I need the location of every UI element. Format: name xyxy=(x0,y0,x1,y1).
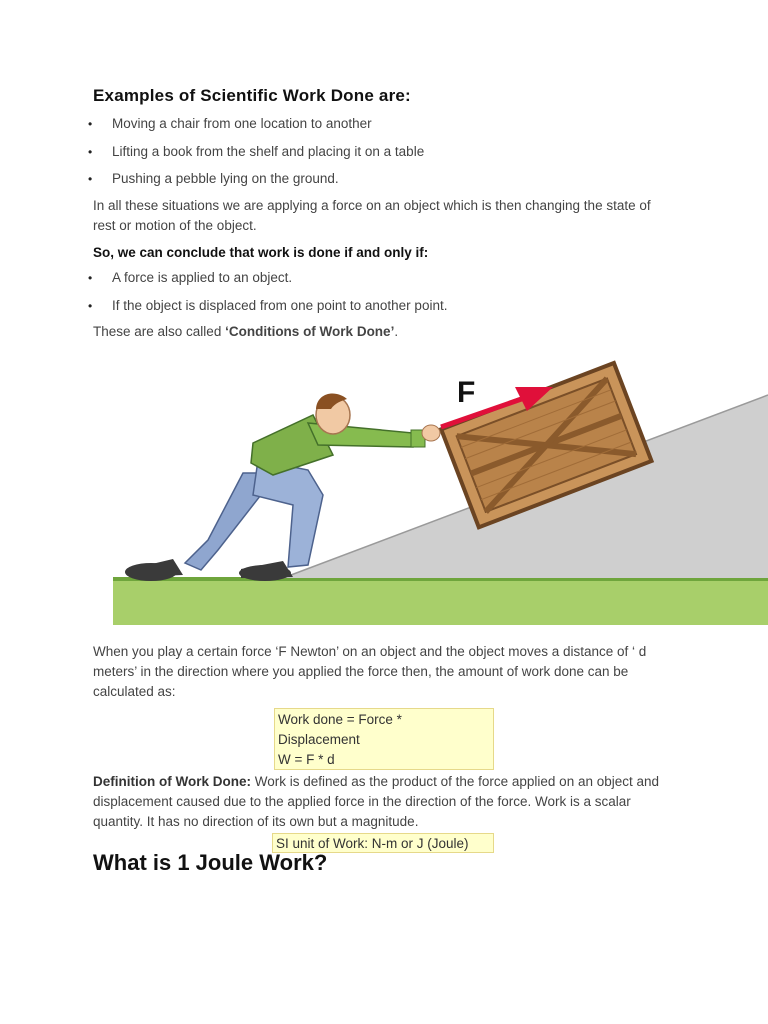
conditions-note-bold: ‘Conditions of Work Done’ xyxy=(225,324,395,339)
force-paragraph: When you play a certain force ‘F Newton’ on an object and the object moves a distance of ‘ d meters’ in the direction where you applied the force then, the amount of work done can be calculated as: xyxy=(93,644,647,699)
definition-label: Definition of Work Done: xyxy=(93,774,251,789)
definition-text: Work is defined as the product of the force applied on an object and displacement caused due to the applied force in the direction of the force. Work is a scalar quantity. It has no direction of its own but a magnitude. xyxy=(93,774,660,829)
formula-line: Displacement xyxy=(278,732,360,747)
list-item: • Lifting a book from the shelf and placing it on a table xyxy=(88,143,424,171)
conditions-list xyxy=(88,269,447,324)
list-item: • A force is applied to an object. xyxy=(88,269,447,297)
formula-line: W = F * d xyxy=(278,752,335,767)
force-label: F xyxy=(457,376,476,409)
examples-list xyxy=(88,115,424,198)
ground xyxy=(113,577,768,625)
conditions-note-prefix: These are also called xyxy=(93,324,226,339)
formula-line: Work done = Force * xyxy=(278,712,402,727)
situations-paragraph: In all these situations we are applying a force on an object which is then changing the state of rest or motion of the object. xyxy=(93,198,651,233)
list-item: • If the object is displaced from one point to another point. xyxy=(88,297,447,325)
examples-heading: Examples of Scientific Work Done are: xyxy=(93,86,411,105)
conditions-note-suffix: . xyxy=(394,324,399,339)
conclude-heading: So, we can conclude that work is done if and only if: xyxy=(93,245,429,260)
work-illustration xyxy=(113,345,768,630)
si-unit-box: SI unit of Work: N-m or J (Joule) xyxy=(272,833,494,853)
conditions-note xyxy=(93,322,398,342)
formula-box xyxy=(274,708,494,770)
list-item: • Pushing a pebble lying on the ground. xyxy=(88,170,424,198)
list-item: • Moving a chair from one location to another xyxy=(88,115,424,143)
joule-heading: What is 1 Joule Work? xyxy=(93,850,328,875)
definition-paragraph xyxy=(93,772,673,832)
